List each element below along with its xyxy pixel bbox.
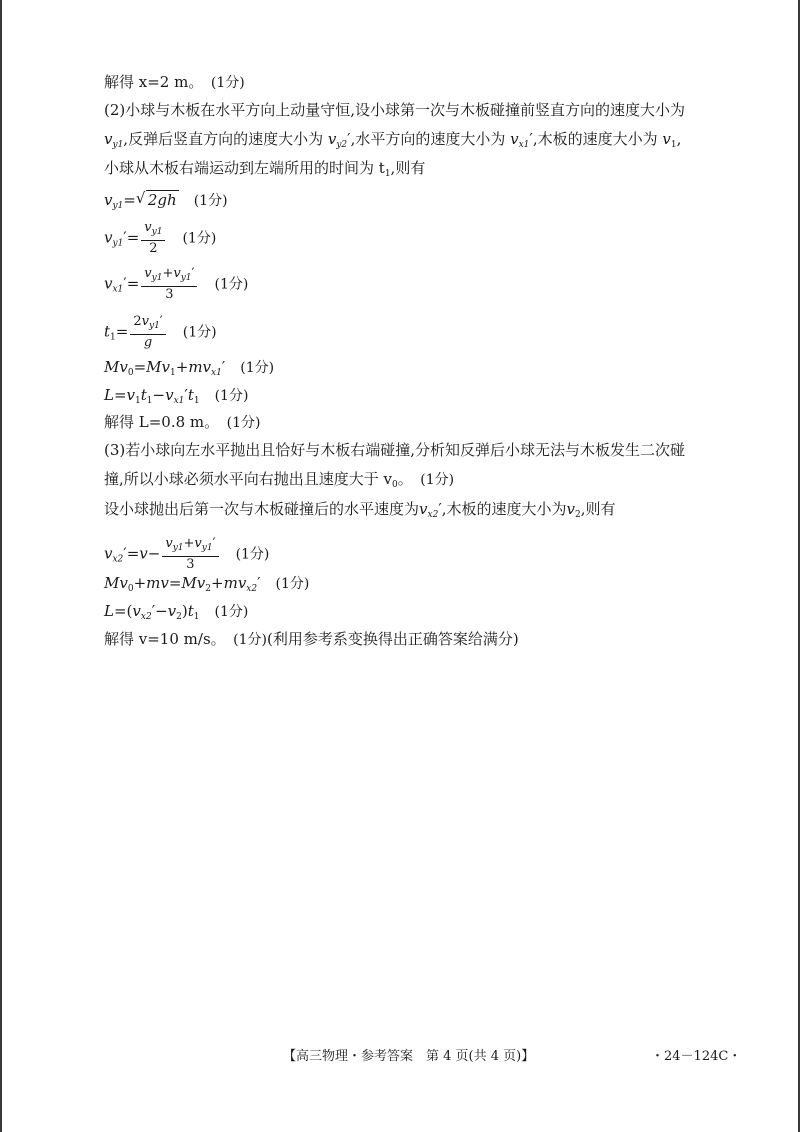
equation-vx2-prime: $v_{x2}'=v-$ $\frac{v_{y1}+v_{y1}'}{3}$ (1分) xyxy=(104,536,270,572)
equation-momentum-1: $Mv_0=Mv_1+mv_{x1}'$ (1分) xyxy=(104,358,275,378)
line-part2-time: 小球从木板右端运动到左端所用的时间为 $t_1$,则有 xyxy=(104,159,426,179)
sqrt-symbol: √ 2gh xyxy=(136,190,179,210)
line-solve-x: 解得 x=2 m。 (1分) xyxy=(104,73,245,91)
page-edge-left xyxy=(0,0,2,1132)
equation-vy1-prime: $v_{y1}'=$ $\frac{v_{y1}}{2}$ (1分) xyxy=(104,220,217,256)
footer-title: 【高三物理・参考答案 第 4 页(共 4 页)】 xyxy=(283,1049,535,1064)
line-part2-intro: (2)小球与木板在水平方向上动量守恒,设小球第一次与木板碰撞前竖直方向的速度大小为 xyxy=(104,101,686,119)
equation-L-2: $L=(v_{x2}'-v_2)t_1$ (1分) xyxy=(104,602,249,622)
footer-code: ・24－124C・ xyxy=(651,1049,742,1064)
equation-momentum-2: $Mv_0+mv=Mv_2+mv_{x2}'$ (1分) xyxy=(104,574,310,594)
equation-vx1-prime: $v_{x1}'=$ $\frac{v_{y1}+v_{y1}'}{3}$ (1分) xyxy=(104,266,249,302)
line-solve-v: 解得 v=10 m/s。 (1分)(利用参考系变换得出正确答案给满分) xyxy=(104,630,519,648)
equation-t1: $t_1=$ $\frac{2v_{y1}'}{g}$ (1分) xyxy=(104,314,217,350)
equation-L: $L=v_1t_1-v_{x1}'t_1$ (1分) xyxy=(104,386,249,406)
equation-vy1: $v_{y1}=√$ 2gh (1分) xyxy=(104,190,228,216)
line-part3-2: 撞,所以小球必须水平向右抛出且速度大于 $v_0$。 (1分) xyxy=(104,470,455,490)
line-part3-3: 设小球抛出后第一次与木板碰撞后的水平速度为$v_{x2}'$,木板的速度大小为$v_2$,则有 xyxy=(104,500,616,520)
line-part2-vars: $v_{y1}$,反弹后竖直方向的速度大小为 $v_{y2}'$,水平方向的速度大小为 $v_{x1}'$,木板的速度大小为 $v_1$, xyxy=(104,130,682,150)
line-part3-1: (3)若小球向左水平抛出且恰好与木板右端碰撞,分析知反弹后小球无法与木板发生二次碰 xyxy=(104,441,686,459)
line-solve-L: 解得 L=0.8 m。 (1分) xyxy=(104,413,261,431)
